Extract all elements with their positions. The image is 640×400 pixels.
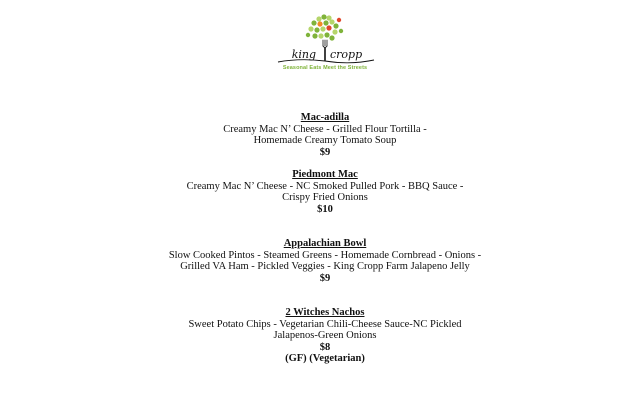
menu-item-name: Mac-adilla bbox=[300, 112, 350, 123]
spacer bbox=[0, 215, 640, 238]
menu-item-price: $9 bbox=[319, 146, 331, 158]
menu-item-desc-line: Grilled VA Ham - Pickled Veggies - King Cropp Farm Jalapeno Jelly bbox=[180, 261, 470, 272]
menu-item-desc-line: Crispy Fried Onions bbox=[282, 192, 368, 203]
spacer bbox=[0, 284, 640, 307]
menu-item-desc-line: Creamy Mac N’ Cheese - NC Smoked Pulled Pork - BBQ Sauce - bbox=[186, 180, 464, 192]
menu-item-desc-line: Homemade Creamy Tomato Soup bbox=[253, 135, 397, 146]
brand-left-text: king bbox=[291, 48, 316, 61]
menu-item-desc-line: Creamy Mac N’ Cheese - Grilled Flour Tortilla - bbox=[223, 123, 427, 135]
menu-item bbox=[0, 112, 640, 158]
menu-item bbox=[0, 169, 640, 215]
menu-item-price: $9 bbox=[319, 272, 331, 284]
tree-leaves bbox=[306, 14, 343, 40]
menu-item bbox=[0, 307, 640, 365]
menu-item-desc-line: Jalapenos-Green Onions bbox=[273, 330, 377, 341]
spacer bbox=[0, 158, 640, 169]
menu-item-desc-line: Sweet Potato Chips - Vegetarian Chili-Cheese Sauce-NC Pickled bbox=[188, 318, 462, 330]
menu-item-price: $8 bbox=[319, 341, 331, 353]
fork-icon bbox=[323, 40, 327, 60]
menu-item-price: $10 bbox=[317, 203, 333, 215]
menu-item-name: 2 Witches Nachos bbox=[285, 307, 365, 318]
brand-tagline: Seasonal Eats Meet the Streets bbox=[282, 65, 368, 71]
menu-item bbox=[0, 238, 640, 284]
menu-item-desc-line: Slow Cooked Pintos - Steamed Greens - Homemade Cornbread - Onions - bbox=[168, 249, 482, 261]
menu-item-name: Piedmont Mac bbox=[292, 169, 358, 180]
menu-list bbox=[0, 112, 640, 365]
menu-item-name: Appalachian Bowl bbox=[283, 238, 367, 249]
menu-item-dietary-tags: (GF) (Vegetarian) bbox=[285, 353, 365, 364]
brand-right-text: cropp bbox=[330, 48, 363, 61]
